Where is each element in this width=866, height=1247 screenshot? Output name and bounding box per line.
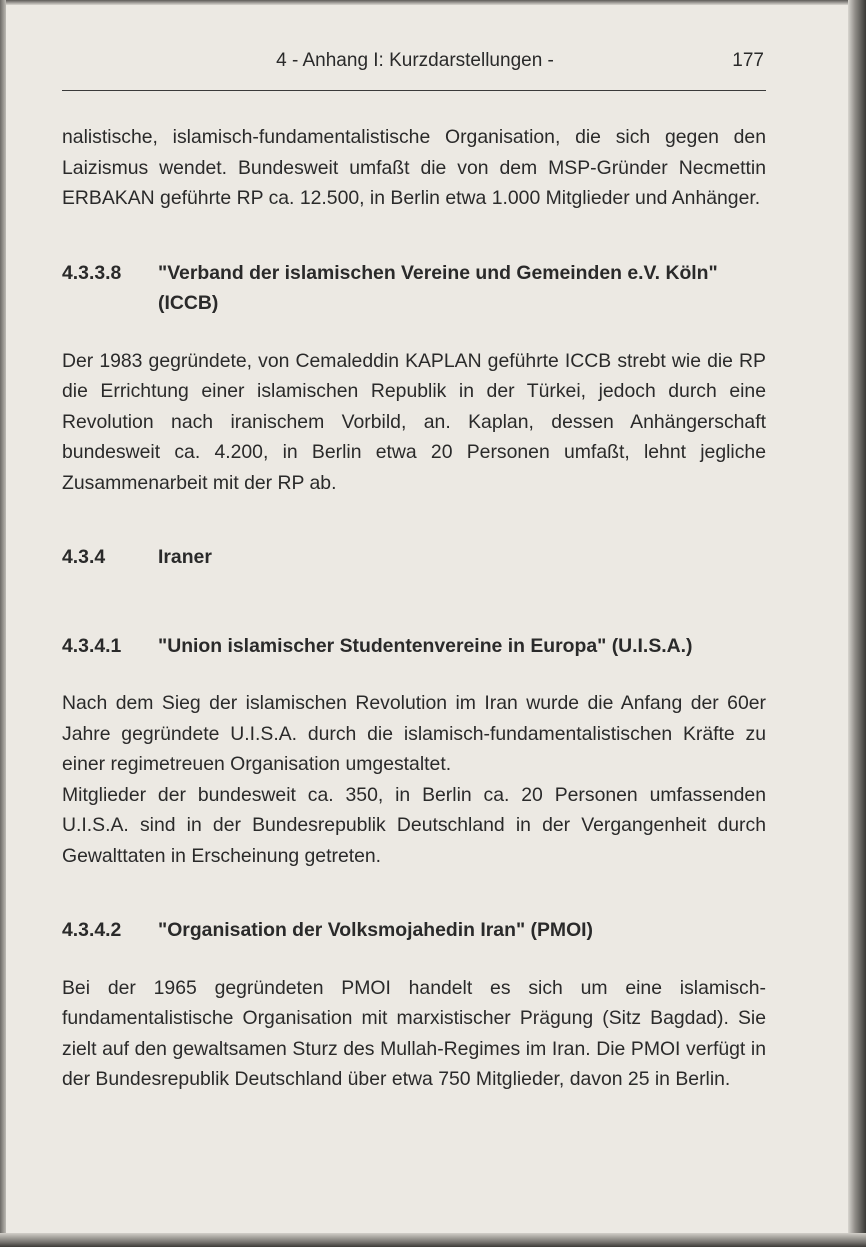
section-number: 4.3.4 <box>62 546 106 568</box>
running-header <box>62 50 768 76</box>
intro-paragraph: nalistische, islamisch-fundamentalistische Organisation, die sich gegen den Laizismus wendet. Bundesweit umfaßt die von dem MSP-Gründer Necmettin ERBAKAN geführte RP ca. 12.500, in Berlin etwa 1.000 Mitglieder und Anhänger. <box>62 126 766 209</box>
section-title: Iraner <box>158 546 212 568</box>
section-paragraph: Bei der 1965 gegründeten PMOI handelt es sich um eine islamisch-fundamentalistische Organisation mit marxistischer Prägung (Sitz Bagdad). Sie zielt auf den gewaltsamen Sturz des Mullah-Regimes im Iran. Die PMOI verfügt in der Bundesrepublik Deutschland über etwa 750 Mitglieder, davon 25 in Berlin. <box>62 976 766 1090</box>
section-number: 4.3.3.8 <box>62 261 122 284</box>
section-paragraph: Nach dem Sieg der islamischen Revolution im Iran wurde die Anfang der 60er Jahre gegründete U.I.S.A. durch die islamisch-fundamentalistischen Kräfte zu einer regimetreuen Organisation umgestaltet. <box>62 692 766 775</box>
page-body <box>62 122 766 1095</box>
section-heading-4-3-3-8 <box>62 258 766 319</box>
section-title: "Union islamischer Studentenvereine in Europa" (U.I.S.A.) <box>158 634 693 657</box>
section-title: "Verband der islamischen Vereine und Gemeinden e.V. Köln" (ICCB) <box>158 261 718 314</box>
section-heading-4-3-4 <box>62 542 766 573</box>
page-edge-right <box>848 0 866 1247</box>
header-title: 4 - Anhang I: Kurzdarstellungen - <box>276 50 554 71</box>
section-number: 4.3.4.1 <box>62 634 122 657</box>
page-edge-bottom <box>0 1233 866 1247</box>
section-title: "Organisation der Volksmojahedin Iran" (PMOI) <box>158 919 593 941</box>
section-heading-4-3-4-2 <box>62 915 766 946</box>
section-number: 4.3.4.2 <box>62 919 122 941</box>
section-heading-4-3-4-1 <box>62 631 766 662</box>
section-paragraph: Der 1983 gegründete, von Cemaleddin KAPLAN geführte ICCB strebt wie die RP die Errichtung einer islamischen Republik in der Türkei, jedoch durch eine Revolution nach iranischem Vorbild, an. Kaplan, dessen Anhängerschaft bundesweit ca. 4.200, in Berlin etwa 20 Personen umfaßt, lehnt jegliche Zusammenarbeit mit der RP ab. <box>62 349 766 494</box>
header-rule <box>62 90 766 91</box>
page-edge-left <box>0 0 6 1247</box>
page-number: 177 <box>732 50 764 71</box>
page-edge-top <box>0 0 866 5</box>
section-paragraph: Mitglieder der bundesweit ca. 350, in Berlin ca. 20 Personen umfassenden U.I.S.A. sind in der Bundesrepublik Deutschland in der Vergangenheit durch Gewalttaten in Erscheinung getreten. <box>62 783 766 867</box>
